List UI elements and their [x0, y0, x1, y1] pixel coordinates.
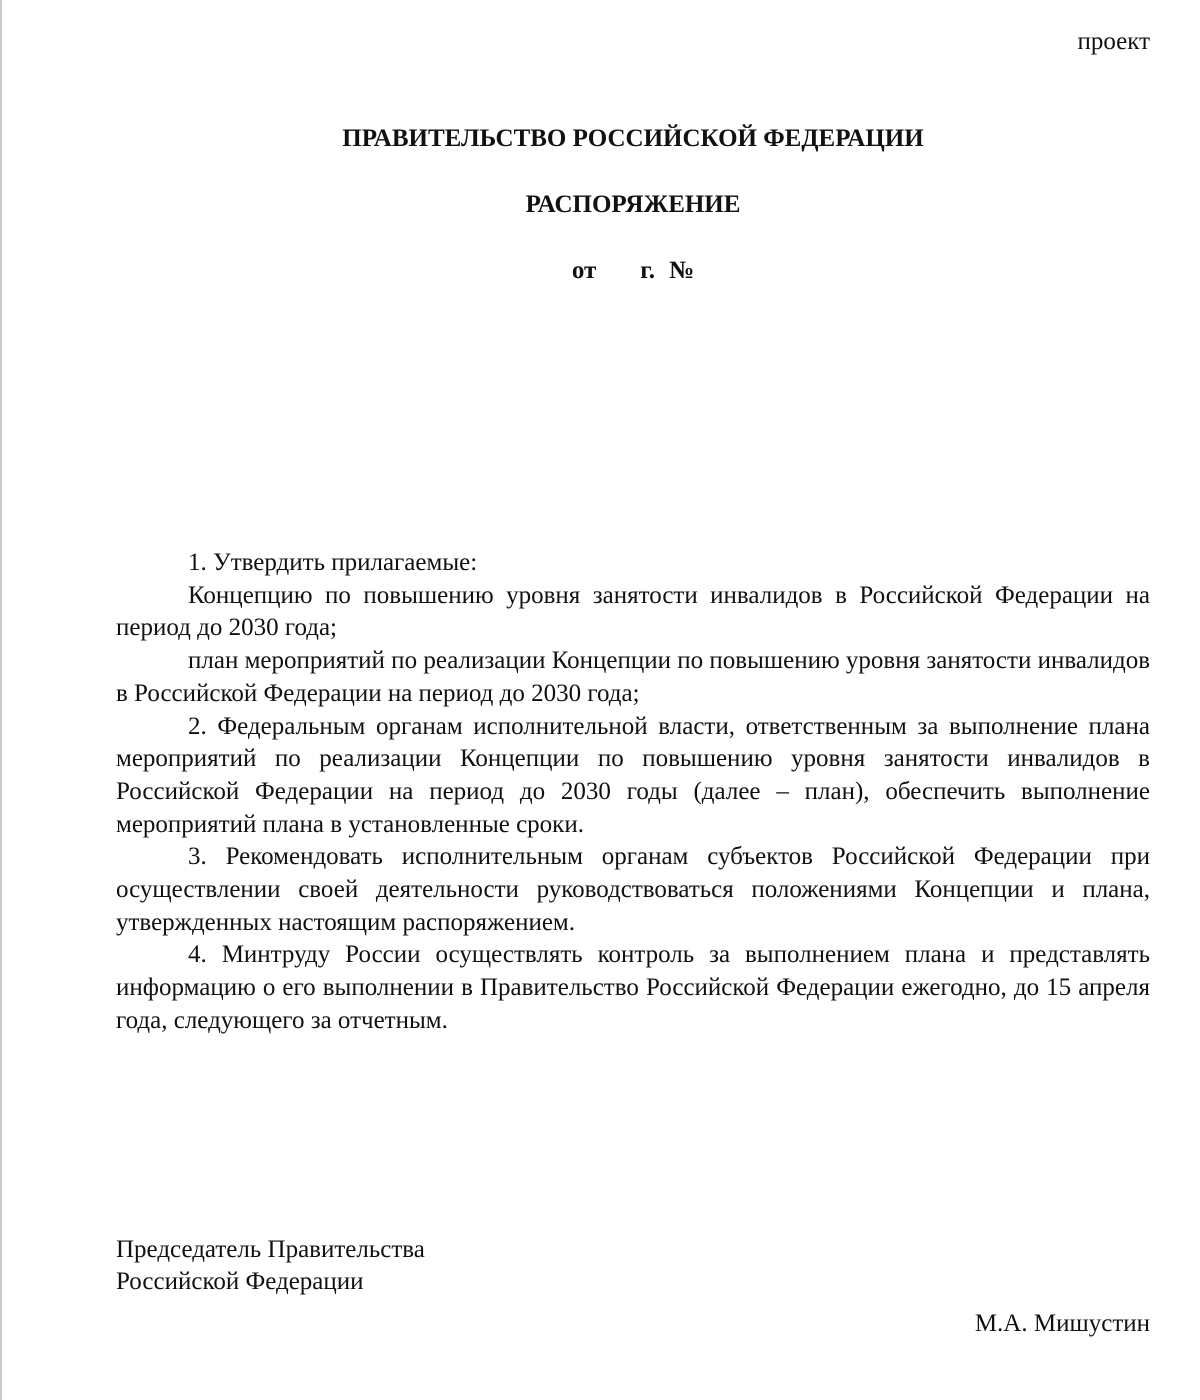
- date-number-line: [116, 256, 1150, 286]
- date-year-suffix: г.: [640, 257, 656, 284]
- paragraph: план мероприятий по реализации Концепции по повышению уровня занятости инвалидов в Российской Федерации на период до 2030 года;: [116, 647, 1151, 707]
- document-type-heading: РАСПОРЯЖЕНИЕ: [525, 191, 741, 218]
- signatory-name: М.А. Мишустин: [974, 1310, 1150, 1337]
- paragraph: 3. Рекомендовать исполнительным органам субъектов Российской Федерации при осуществлении своей деятельности руководствоваться положениями Концепции и плана, утвержденных настоящим распоряжением.: [116, 843, 1150, 936]
- number-sign: №: [669, 257, 695, 284]
- document-body: [116, 547, 1150, 1038]
- date-from-label: от: [571, 257, 597, 284]
- signatory-position-line1: Председатель Правительства: [116, 1236, 425, 1263]
- paragraph: Концепцию по повышению уровня занятости инвалидов в Российской Федерации на период до 2030 года;: [116, 581, 1150, 642]
- draft-label: проект: [1077, 28, 1150, 55]
- paragraph: 1. Утвердить прилагаемые:: [188, 549, 478, 576]
- signature-block: [116, 1234, 1150, 1340]
- signatory-position-line2: Российской Федерации: [116, 1268, 364, 1295]
- page-edge-divider: [0, 0, 2, 1400]
- authority-heading: ПРАВИТЕЛЬСТВО РОССИЙСКОЙ ФЕДЕРАЦИИ: [342, 125, 924, 152]
- paragraph: 4. Минтруду России осуществлять контроль за выполнением плана и представлять информацию о его выполнении в Правительство Российской Федерации ежегодно, до 15 апреля года, следующего за отчетным.: [116, 941, 1150, 1034]
- paragraph: 2. Федеральным органам исполнительной власти, ответственным за выполнение плана мероприятий по реализации Концепции по повышению уровня занятости инвалидов в Российской Федерации на период до 2030 годы (далее – план), обеспечить выполнение мероприятий плана в установленные сроки.: [116, 712, 1150, 838]
